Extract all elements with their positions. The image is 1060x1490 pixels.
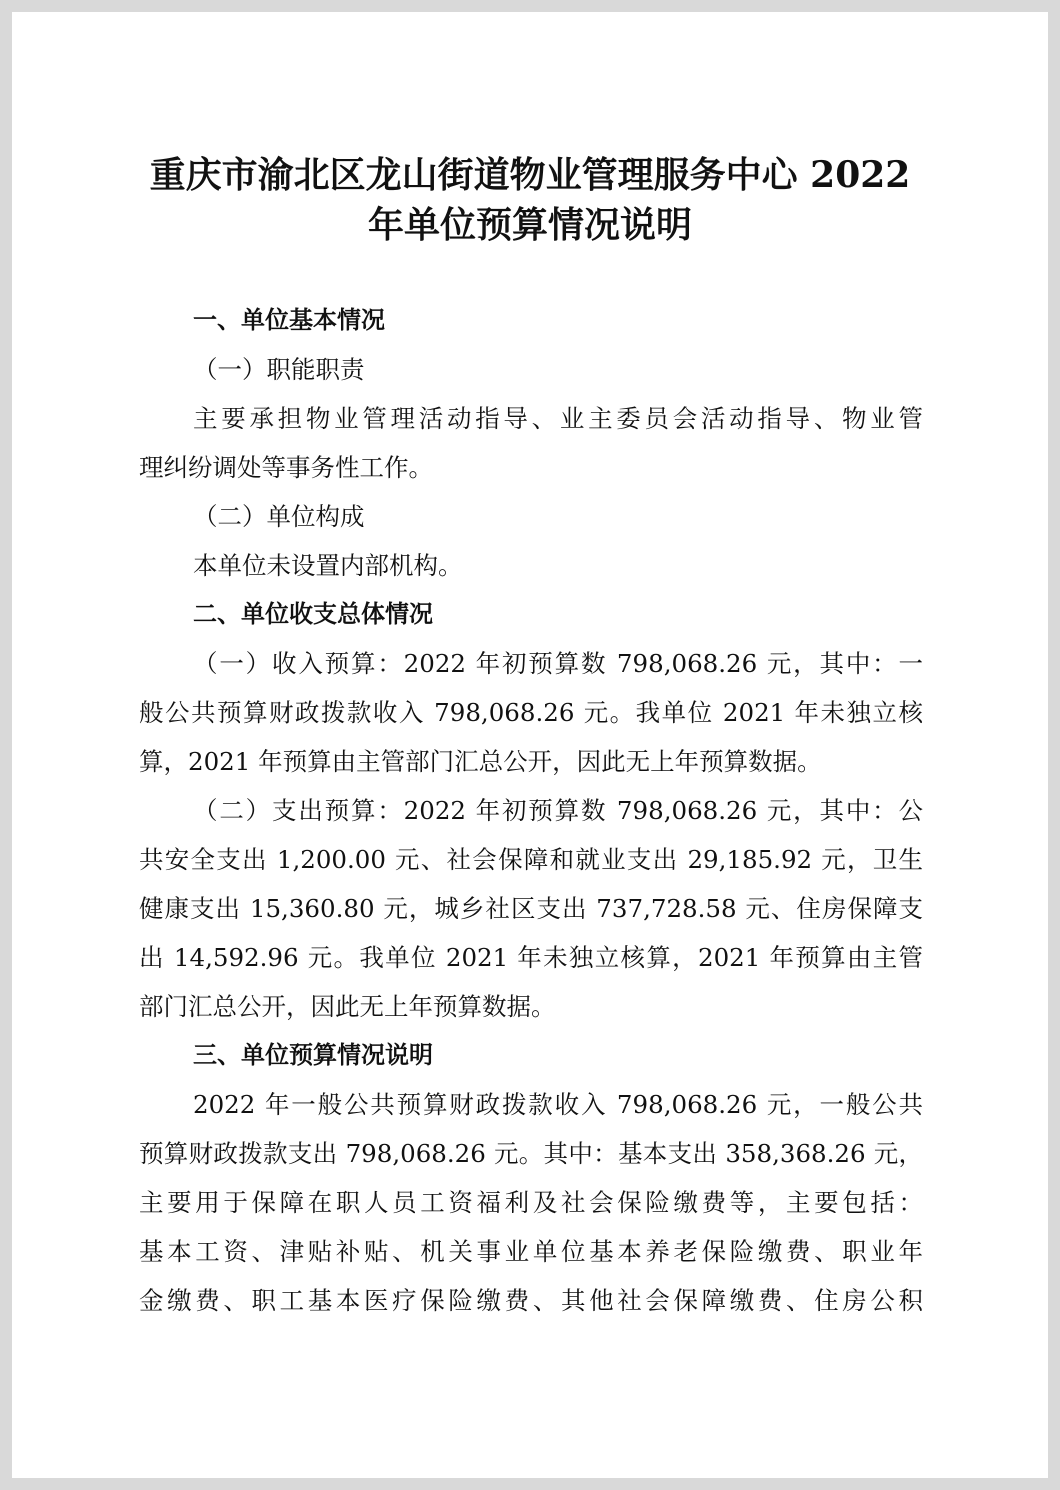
section-1-heading: 一、单位基本情况 xyxy=(193,306,385,334)
paragraph-line xyxy=(139,1080,923,1129)
paragraph-line xyxy=(139,1276,923,1325)
paragraph-line xyxy=(139,639,923,688)
document-body xyxy=(139,296,923,1325)
paragraph-text: 般公共预算财政拨款收入 798,068.26 元。我单位 2021 年未独立核 xyxy=(139,698,923,727)
paragraph-text: （二）支出预算：2022 年初预算数 798,068.26 元，其中：公 xyxy=(193,796,923,825)
section-1-sub-1-heading: （一）职能职责 xyxy=(193,355,365,384)
paragraph-line: 本单位未设置内部机构。 xyxy=(193,551,463,580)
paragraph-text: 预算财政拨款支出 798,068.26 元。其中：基本支出 358,368.26 元， xyxy=(139,1139,923,1168)
paragraph-text: 主要承担物业管理活动指导、业主委员会活动指导、物业管 xyxy=(193,404,923,433)
paragraph-text: 主要用于保障在职人员工资福利及社会保险缴费等，主要包括： xyxy=(139,1188,923,1217)
paragraph-line: 部门汇总公开，因此无上年预算数据。 xyxy=(139,992,556,1021)
paragraph-line xyxy=(139,884,923,933)
section-1-sub-2-heading: （二）单位构成 xyxy=(193,502,365,531)
paragraph-line xyxy=(139,835,923,884)
title-line-1: 重庆市渝北区龙山街道物业管理服务中心 2022 xyxy=(149,154,911,196)
paragraph-text: 出 14,592.96 元。我单位 2021 年未独立核算，2021 年预算由主管 xyxy=(139,943,923,972)
paragraph-line xyxy=(139,394,923,443)
document-page xyxy=(12,12,1048,1478)
paragraph-text: 基本工资、津贴补贴、机关事业单位基本养老保险缴费、职业年 xyxy=(139,1237,923,1266)
title-line-2: 年单位预算情况说明 xyxy=(367,204,692,246)
paragraph-line xyxy=(139,1227,923,1276)
paragraph-line xyxy=(139,1129,923,1178)
paragraph-line: 理纠纷调处等事务性工作。 xyxy=(139,453,433,482)
paragraph-line xyxy=(139,1178,923,1227)
paragraph-text: （一）收入预算：2022 年初预算数 798,068.26 元，其中：一 xyxy=(193,649,923,678)
paragraph-line: 算，2021 年预算由主管部门汇总公开，因此无上年预算数据。 xyxy=(139,747,822,776)
paragraph-text: 金缴费、职工基本医疗保险缴费、其他社会保障缴费、住房公积 xyxy=(139,1286,923,1315)
section-3-heading: 三、单位预算情况说明 xyxy=(193,1041,433,1069)
paragraph-line xyxy=(139,688,923,737)
paragraph-line xyxy=(139,786,923,835)
paragraph-line xyxy=(139,933,923,982)
section-2-heading: 二、单位收支总体情况 xyxy=(193,600,433,628)
document-title xyxy=(12,150,1048,250)
paragraph-text: 健康支出 15,360.80 元，城乡社区支出 737,728.58 元、住房保障支 xyxy=(139,894,923,923)
paragraph-text: 2022 年一般公共预算财政拨款收入 798,068.26 元，一般公共 xyxy=(193,1090,923,1119)
paragraph-text: 共安全支出 1,200.00 元、社会保障和就业支出 29,185.92 元，卫生 xyxy=(139,845,923,874)
